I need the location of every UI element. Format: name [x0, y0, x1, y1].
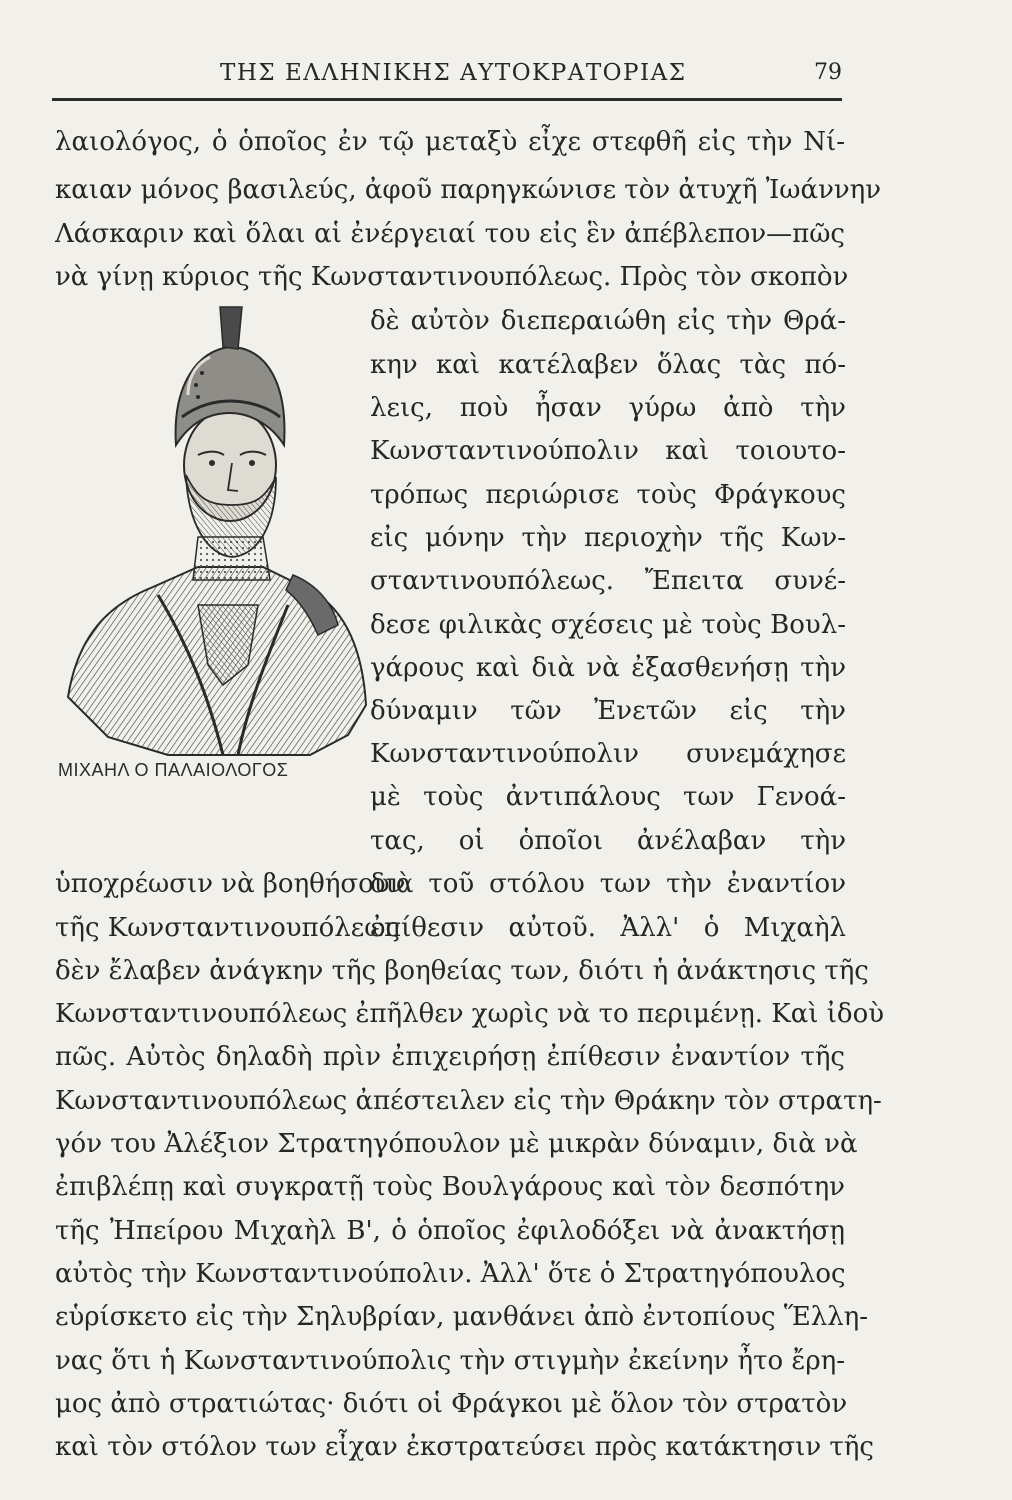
portrait-caption: ΜΙΧΑΗΛ Ο ΠΑΛΑΙΟΛΟΓΟΣ: [58, 760, 289, 780]
text-line: εἰς μόνην τὴν περιοχὴν τῆς Κων-: [370, 523, 846, 553]
text-line: Λάσκαριν καὶ ὅλαι αἱ ἐνέργειαί του εἰς ἓν ἀπέβλεπον—πῶς: [55, 219, 845, 249]
text-line: Κωνσταντινούπολιν συνεμάχησε: [370, 739, 846, 769]
text-line: ἐπιβλέπῃ καὶ συγκρατῇ τοὺς Βουλγάρους καὶ τὸν δεσπότην: [55, 1172, 845, 1202]
text-line: νὰ γίνῃ κύριος τῆς Κωνσταντινουπόλεως. Πρὸς τὸν σκοπὸν: [55, 262, 849, 292]
text-line: καιαν μόνος βασιλεύς, ἀφοῦ παρηγκώνισε τὸν ἀτυχῆ Ἰωάννην: [55, 175, 882, 205]
text-line: δύναμιν τῶν Ἐνετῶν εἰς τὴν: [370, 696, 846, 726]
text-line: Κωνσταντινουπόλεως ἀπέστειλεν εἰς τὴν Θράκην τὸν στρατη-: [55, 1086, 882, 1116]
text-line: λεις, ποὺ ἦσαν γύρω ἀπὸ τὴν: [370, 393, 846, 423]
text-line: γόν του Ἀλέξιον Στρατηγόπουλον μὲ μικρὰν δύναμιν, διὰ νὰ: [55, 1129, 858, 1159]
text-line: νας ὅτι ἡ Κωνσταντινούπολις τὴν στιγμὴν ἐκείνην ἦτο ἔρη-: [55, 1346, 845, 1376]
text-line-right-part: διὰ τοῦ στόλου των τὴν ἐναντίον: [370, 869, 846, 899]
text-line: καὶ τὸν στόλον των εἶχαν ἐκστρατεύσει πρὸς κατάκτησιν τῆς: [55, 1432, 874, 1462]
page-header: [52, 58, 842, 101]
text-line: λαιολόγος, ὁ ὁποῖος ἐν τῷ μεταξὺ εἶχε στεφθῆ εἰς τὴν Νί-: [55, 127, 845, 157]
text-line: τρόπως περιώρισε τοὺς Φράγκους: [370, 480, 846, 510]
text-line: δὲν ἔλαβεν ἀνάγκην τῆς βοηθείας των, διότι ἡ ἀνάκτησις τῆς: [55, 956, 869, 986]
text-line: μὲ τοὺς ἀντιπάλους των Γενοά-: [370, 782, 846, 812]
text-line-left-part: ὑποχρέωσιν νὰ βοηθήσουν: [55, 869, 406, 899]
text-line: αὐτὸς τὴν Κωνσταντινούπολιν. Ἀλλ' ὅτε ὁ Στρατηγόπουλος: [55, 1259, 846, 1289]
text-line: δεσε φιλικὰς σχέσεις μὲ τοὺς Βουλ-: [370, 610, 846, 640]
text-line: γάρους καὶ διὰ νὰ ἐξασθενήσῃ τὴν: [370, 653, 846, 683]
text-line-left-part: τῆς Κωνσταντινουπόλεως: [55, 913, 401, 943]
text-line: σταντινουπόλεως. Ἔπειτα συνέ-: [370, 566, 846, 596]
portrait-illustration: [48, 305, 370, 760]
text-line: πῶς. Αὐτὸς δηλαδὴ πρὶν ἐπιχειρήσῃ ἐπίθεσιν ἐναντίον τῆς: [55, 1042, 845, 1072]
running-title: ΤΗΣ ΕΛΛΗΝΙΚΗΣ ΑΥΤΟΚΡΑΤΟΡΙΑΣ: [220, 60, 687, 86]
text-line-right-part: ἐπίθεσιν αὐτοῦ. Ἀλλ' ὁ Μιχαὴλ: [370, 913, 846, 943]
page-number: 79: [814, 60, 842, 85]
text-line: Κωνσταντινούπολιν καὶ τοιουτο-: [370, 436, 846, 466]
text-line: τῆς Ἠπείρου Μιχαὴλ Β', ὁ ὁποῖος ἐφιλοδόξει νὰ ἀνακτήσῃ: [55, 1216, 845, 1246]
text-line: τας, οἱ ὁποῖοι ἀνέλαβαν τὴν: [370, 826, 846, 856]
text-line: μος ἀπὸ στρατιώτας· διότι οἱ Φράγκοι μὲ ὅλον τὸν στρατὸν: [55, 1389, 848, 1419]
text-line: δὲ αὐτὸν διεπεραιώθη εἰς τὴν Θρά-: [370, 306, 846, 336]
text-line: κην καὶ κατέλαβεν ὅλας τὰς πό-: [370, 350, 846, 380]
text-line: Κωνσταντινουπόλεως ἐπῆλθεν χωρὶς νὰ το περιμένῃ. Καὶ ἰδοὺ: [55, 999, 885, 1029]
text-line: εὑρίσκετο εἰς τὴν Σηλυβρίαν, μανθάνει ἀπὸ ἐντοπίους Ἕλλη-: [55, 1302, 869, 1332]
